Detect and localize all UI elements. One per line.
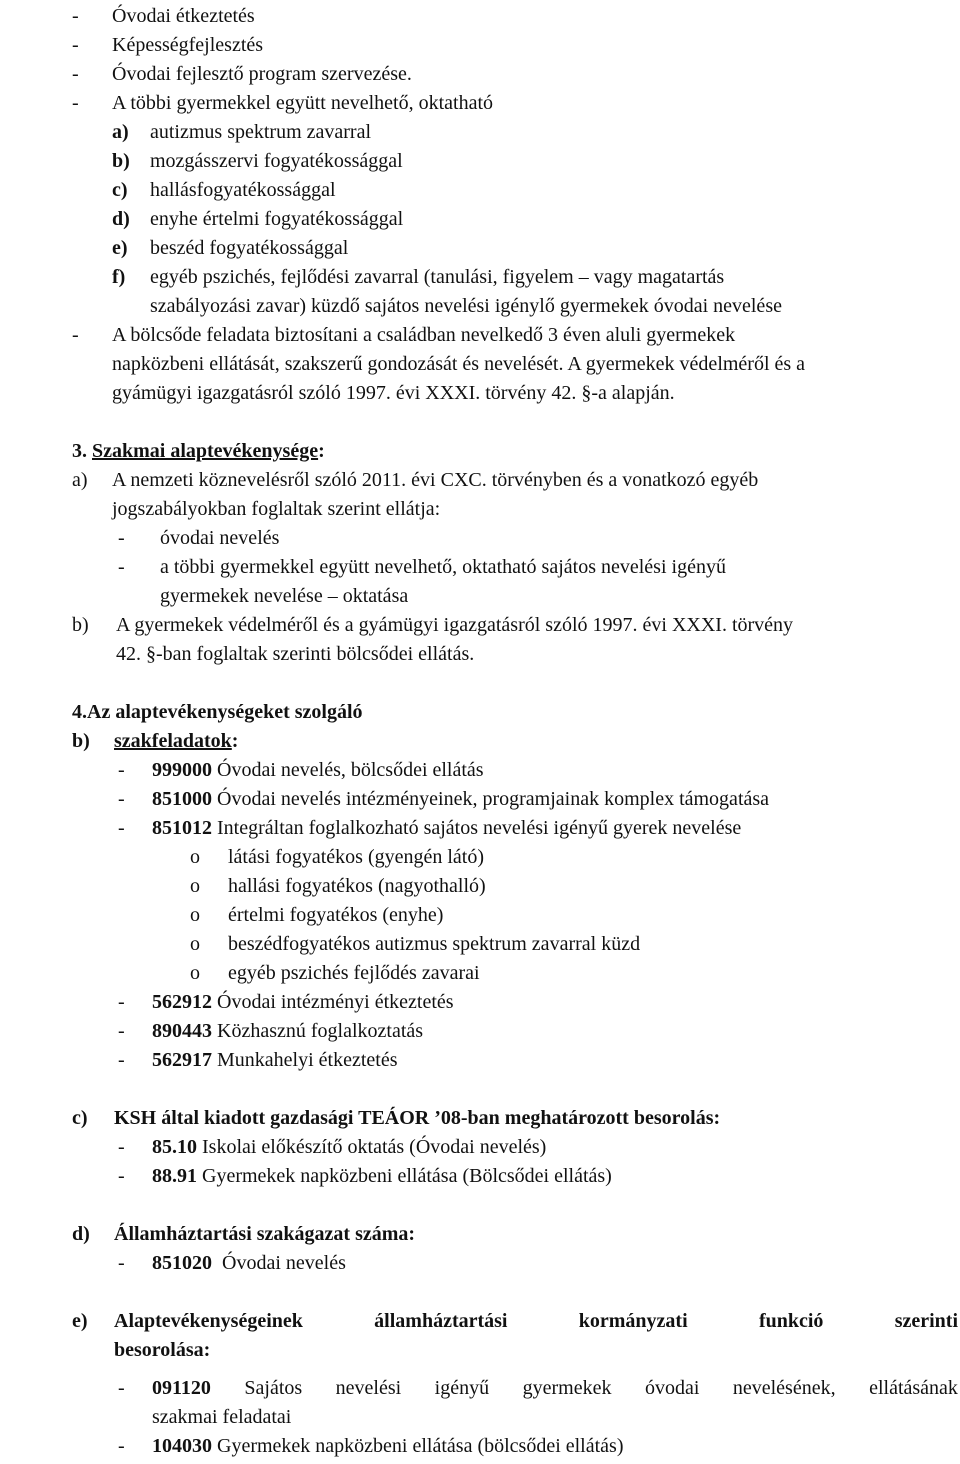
heading-colon: : [318,440,325,462]
list-letter: c) [72,1107,88,1129]
code-item [152,785,769,813]
list-letter: a) [112,121,129,143]
list-item [72,2,255,30]
list-item-text: A többi gyermekkel együtt nevelhető, oktatható [112,92,494,114]
dash-marker: - [72,92,79,114]
paragraph-line: A bölcsőde feladata biztosítani a családban nevelkedő 3 éven aluli gyermekek [112,324,736,346]
subsection-title [114,1307,958,1335]
code-item [152,988,454,1016]
code: 890443 [152,1020,212,1042]
subsection-title-continuation: besorolása: [114,1339,211,1361]
section-title: Szakmai alaptevékenysége [92,440,319,462]
dash-marker: - [72,34,79,56]
dash-marker: - [118,991,125,1013]
bullet-marker: o [190,933,200,955]
list-item-text: Óvodai fejlesztő program szervezése. [112,63,412,85]
list-item-text: hallásfogyatékossággal [150,179,336,201]
code-item [152,1046,398,1074]
list-item-text: Képességfejlesztés [112,34,264,56]
dash-marker: - [118,788,125,810]
bullet-marker: o [190,875,200,897]
list-letter: c) [112,179,128,201]
dash-marker: - [118,759,125,781]
code-item [152,1374,958,1402]
code-text-continuation: szakmai feladatai [152,1406,292,1428]
bullet-marker: o [190,904,200,926]
dash-marker: - [72,5,79,27]
dash-marker: - [72,324,79,346]
list-item-text: Óvodai étkeztetés [112,5,255,27]
code-item [152,814,741,842]
code: 88.91 [152,1165,197,1187]
code-text: Gyermekek napközbeni ellátása (bölcsődei ellátás) [217,1435,624,1457]
list-item [72,89,494,117]
list-item-text: óvodai nevelés [160,527,280,549]
paragraph-line: 42. §-ban foglaltak szerinti bölcsődei ellátás. [116,643,475,665]
code-text-word: nevelési [335,1377,402,1399]
code: 091120 [152,1377,211,1399]
title-word: Alaptevékenységeinek [114,1310,303,1332]
list-letter: d) [72,1223,90,1245]
code: 851012 [152,817,212,839]
list-item [72,31,264,59]
bullet-marker: o [190,846,200,868]
dash-marker: - [72,63,79,85]
subsection-title: szakfeladatok [114,730,232,752]
dash-marker: - [118,1136,125,1158]
paragraph-line: A nemzeti köznevelésről szóló 2011. évi CXC. törvényben és a vonatkozó egyéb [112,469,759,491]
dash-marker: - [118,1377,125,1399]
code-item [152,1249,346,1277]
title-word: kormányzati [578,1310,688,1332]
code-text-word: gyermekek [522,1377,612,1399]
code-item [152,1432,624,1460]
list-item-text: hallási fogyatékos (nagyothalló) [228,875,486,897]
paragraph-line: A gyermekek védelméről és a gyámügyi igazgatásról szóló 1997. évi XXXI. törvény [116,614,794,636]
list-item [72,60,412,88]
list-item-text: mozgásszervi fogyatékossággal [150,150,403,172]
dash-marker: - [118,1020,125,1042]
code-text-word: igényű [434,1377,490,1399]
code-text-word: Sajátos [244,1377,303,1399]
list-letter: d) [112,208,130,230]
list-item [112,263,725,291]
section-number: 3. [72,440,87,462]
paragraph-line: gyámügyi igazgatásról szóló 1997. évi XXXI. törvény 42. §-a alapján. [112,382,675,404]
bullet-marker: o [190,962,200,984]
list-item [112,234,349,262]
list-item-text: a többi gyermekkel együtt nevelhető, oktatható sajátos nevelési igényű [160,556,726,578]
dash-marker: - [118,556,125,578]
dash-marker: - [118,817,125,839]
list-letter: b) [72,614,89,636]
code: 85.10 [152,1136,197,1158]
list-item-text: látási fogyatékos (gyengén látó) [228,846,485,868]
dash-marker: - [118,1165,125,1187]
code-text: Óvodai intézményi étkeztetés [217,991,454,1013]
list-item-continuation: gyermekek nevelése – oktatása [160,585,409,607]
dash-marker: - [118,1252,125,1274]
dash-marker: - [118,1435,125,1457]
code: 851020 [152,1252,212,1274]
code: 104030 [152,1435,212,1457]
code-text: Óvodai nevelés [222,1252,346,1274]
subsection-title: Államháztartási szakágazat száma: [114,1223,416,1245]
code-item [152,756,484,784]
code-text-word: ellátásának [869,1377,958,1399]
list-letter: f) [112,266,126,288]
section-heading [72,437,325,465]
code-text-word: óvodai [644,1377,700,1399]
code-item [152,1133,546,1161]
section-heading: 4.Az alaptevékenységeket szolgáló [72,701,363,723]
list-letter: a) [72,469,88,491]
list-letter: b) [72,730,90,752]
list-item [112,118,372,146]
code-text: Óvodai nevelés intézményeinek, programjainak komplex támogatása [217,788,770,810]
list-letter: e) [72,1310,88,1332]
code: 851000 [152,788,212,810]
code: 562912 [152,991,212,1013]
title-word: államháztartási [374,1310,508,1332]
heading-colon: : [231,730,239,752]
code-text: Gyermekek napközbeni ellátása (Bölcsődei ellátás) [202,1165,612,1187]
list-item-continuation: szabályozási zavar) küzdő sajátos nevelési igénylő gyermekek óvodai nevelése [150,295,782,317]
code-text: Munkahelyi étkeztetés [217,1049,398,1071]
code-text-word: nevelésének, [732,1377,836,1399]
dash-marker: - [118,1049,125,1071]
subsection-title: KSH által kiadott gazdasági TEÁOR ’08-ban meghatározott besorolás: [114,1107,721,1129]
code-item [152,1017,423,1045]
code-text: Integráltan foglalkozható sajátos nevelési igényű gyerek nevelése [217,817,742,839]
paragraph-line: napközbeni ellátását, szakszerű gondozását és nevelését. A gyermekek védelméről és a [112,353,806,375]
code: 562917 [152,1049,212,1071]
list-item [112,176,336,204]
list-item-text: beszéd fogyatékossággal [150,237,349,259]
list-item-text: beszédfogyatékos autizmus spektrum zavarral küzd [228,933,641,955]
list-item-text: egyéb pszichés, fejlődési zavarral (tanulási, figyelem – vagy magatartás [150,266,725,288]
title-word: funkció [758,1310,824,1332]
list-item [112,205,404,233]
code-text: Óvodai nevelés, bölcsődei ellátás [217,759,484,781]
list-item-text: autizmus spektrum zavarral [150,121,372,143]
list-item-text: enyhe értelmi fogyatékossággal [150,208,404,230]
dash-marker: - [118,527,125,549]
list-item-text: egyéb pszichés fejlődés zavarai [228,962,480,984]
list-item [112,147,403,175]
paragraph-line: jogszabályokban foglaltak szerint ellátja: [112,498,441,520]
code-text: Iskolai előkészítő oktatás (Óvodai nevelés) [202,1136,547,1158]
code-item [152,1162,612,1190]
title-word: szerinti [894,1310,958,1332]
list-letter: e) [112,237,128,259]
list-letter: b) [112,150,130,172]
code: 999000 [152,759,212,781]
list-item-text: értelmi fogyatékos (enyhe) [228,904,444,926]
subsection-heading [72,727,239,755]
code-text: Közhasznú foglalkoztatás [217,1020,424,1042]
